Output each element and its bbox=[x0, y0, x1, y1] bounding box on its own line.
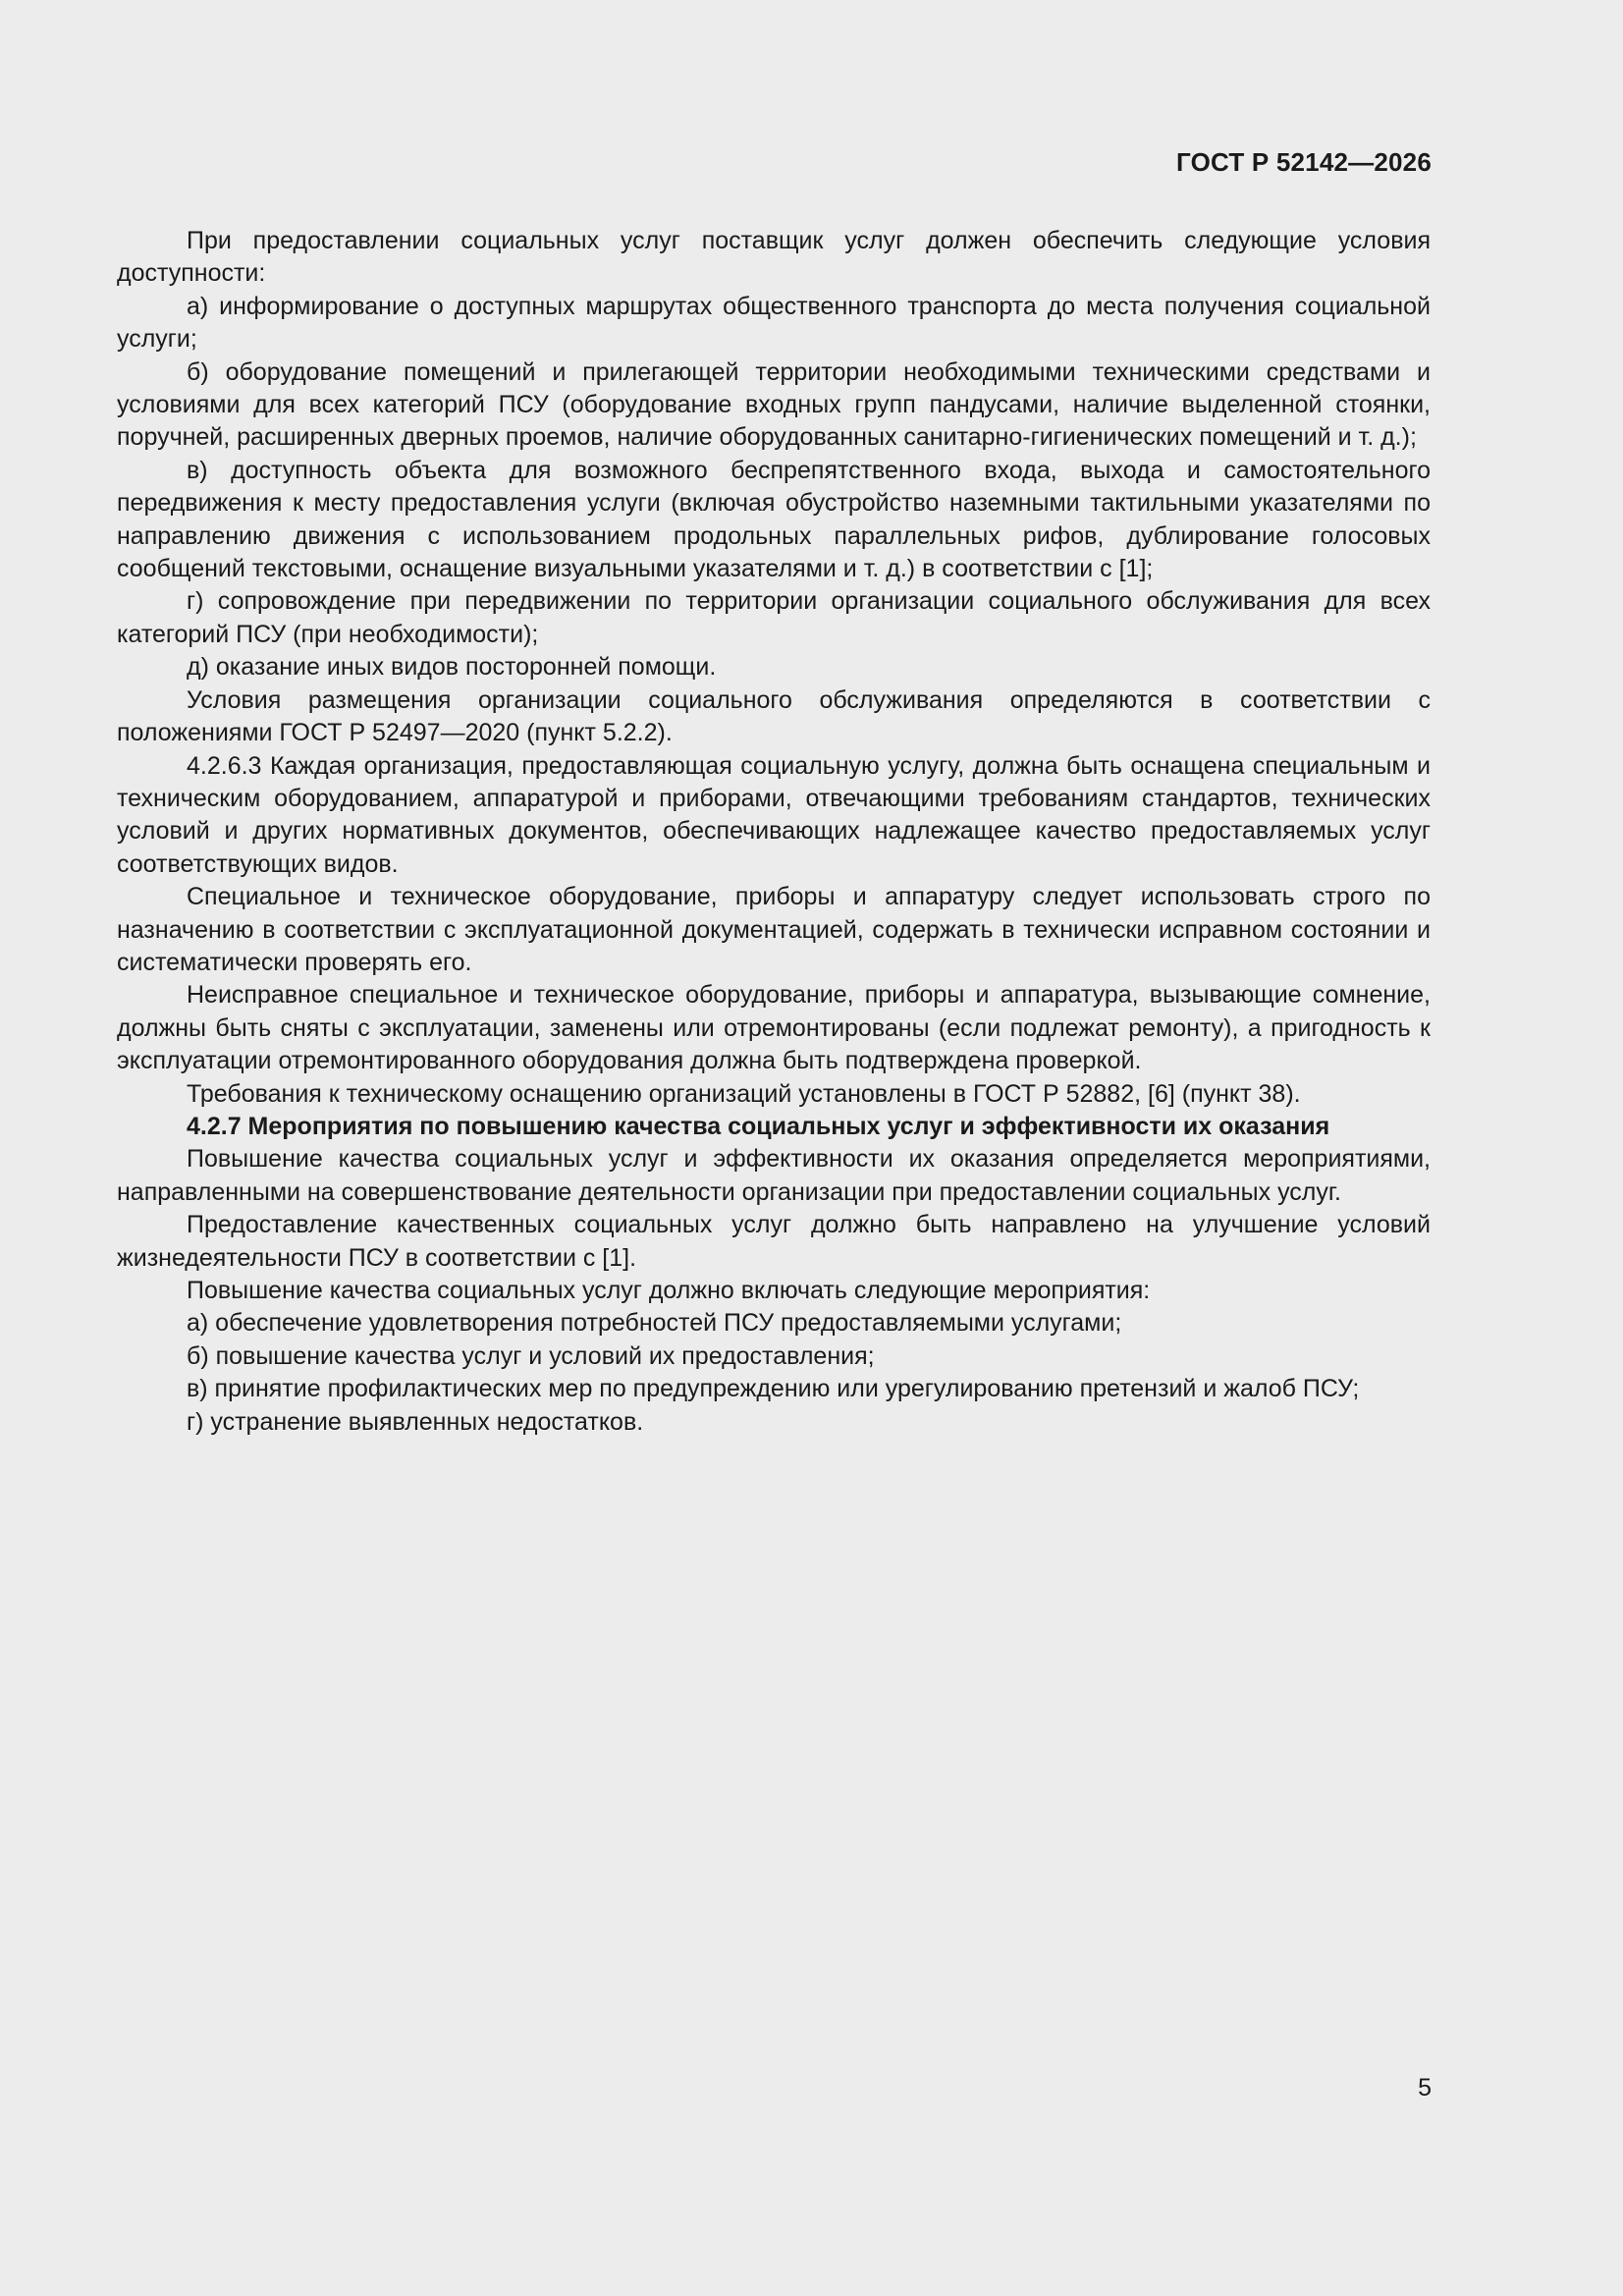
list-item-v: в) доступность объекта для возможного беспрепятственного входа, выхода и самостоятельного передвижения к месту предоставления услуги (включая обустройство наземными тактильными указателями по направлению движения с использованием продольных параллельных рифов, дублирование голосовых сообщений текстовыми, оснащение визуальными указателями и т. д.) в соответствии с [1]; bbox=[117, 456, 1431, 583]
list-item-d: д) оказание иных видов посторонней помощи. bbox=[187, 653, 717, 682]
body-paragraph: Предоставление качественных социальных услуг должно быть направлено на улучшение условий жизнедеятельности ПСУ в соответствии с [1]. bbox=[117, 1211, 1431, 1272]
list-item-a: а) обеспечение удовлетворения потребностей ПСУ предоставляемыми услугами; bbox=[187, 1309, 1122, 1338]
body-paragraph: Повышение качества социальных услуг должно включать следующие мероприятия: bbox=[187, 1277, 1151, 1304]
body-paragraph: Неисправное специальное и техническое оборудование, приборы и аппаратура, вызывающие сомнение, должны быть сняты с эксплуатации, заменены или отремонтированы (если подлежат ремонту), а пригодность к эксплуатации отремонтированного оборудования должна быть подтверждена проверкой. bbox=[117, 981, 1431, 1075]
body-paragraph: Требования к техническому оснащению организаций установлены в ГОСТ Р 52882, [6] (пункт 38). bbox=[187, 1079, 1301, 1108]
page-number: 5 bbox=[1418, 2074, 1432, 2102]
document-code-header: ГОСТ Р 52142—2026 bbox=[1176, 147, 1432, 177]
section-heading-4-2-7: 4.2.7 Мероприятия по повышению качества социальных услуг и эффективности их оказания bbox=[187, 1112, 1330, 1140]
body-paragraph: Условия размещения организации социального обслуживания определяются в соответствии с положениями ГОСТ Р 52497—2020 (пункт 5.2.2). bbox=[117, 685, 1431, 747]
list-item-v: в) принятие профилактических мер по предупреждению или урегулированию претензий и жалоб ПСУ; bbox=[187, 1375, 1360, 1403]
body-paragraph: Специальное и техническое оборудование, приборы и аппаратуру следует использовать строго по назначению в соответствии с эксплуатационной документацией, содержать в технически исправном состоянии и систематически проверять его. bbox=[117, 883, 1431, 976]
list-item-a: а) информирование о доступных маршрутах общественного транспорта до места получения социальной услуги; bbox=[117, 292, 1431, 354]
document-body bbox=[117, 225, 1431, 1439]
list-item-b: б) повышение качества услуг и условий их предоставления; bbox=[187, 1341, 875, 1370]
clause-4-2-6-3: 4.2.6.3 Каждая организация, предоставляющая социальную услугу, должна быть оснащена специальным и техническим оборудованием, аппаратурой и приборами, отвечающими требованиям стандартов, технических условий и других нормативных документов, обеспечивающих надлежащее качество предоставляемых услуг соответствующих видов. bbox=[117, 751, 1431, 878]
body-paragraph: Повышение качества социальных услуг и эффективности их оказания определяется мероприятиями, направленными на совершенствование деятельности организации при предоставлении социальных услуг. bbox=[117, 1145, 1431, 1206]
list-item-g: г) сопровождение при передвижении по территории организации социального обслуживания для всех категорий ПСУ (при необходимости); bbox=[117, 587, 1431, 648]
list-item-b: б) оборудование помещений и прилегающей территории необходимыми техническими средствами и условиями для всех категорий ПСУ (оборудование входных групп пандусами, наличие выделенной стоянки, поручней, расширенных дверных проемов, наличие оборудованных санитарно-гигиенических помещений и т. д.); bbox=[117, 357, 1431, 452]
body-paragraph: При предоставлении социальных услуг поставщик услуг должен обеспечить следующие условия доступности: bbox=[117, 227, 1431, 288]
list-item-g: г) устранение выявленных недостатков. bbox=[187, 1407, 644, 1436]
